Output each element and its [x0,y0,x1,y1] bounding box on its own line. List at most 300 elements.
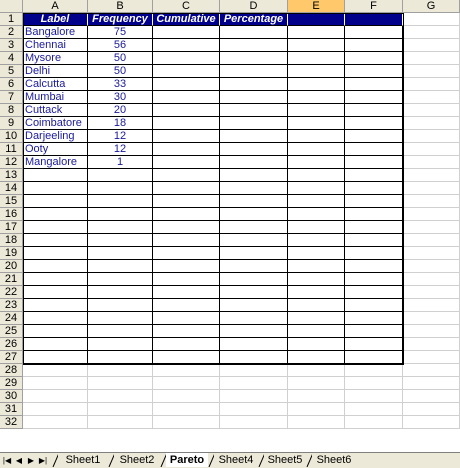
sheet-tab-sheet1[interactable]: Sheet1 [58,453,108,467]
cell[interactable] [403,52,460,65]
cell[interactable] [403,65,460,78]
cell[interactable] [153,117,220,130]
cell[interactable] [23,377,88,390]
cell[interactable] [153,403,220,416]
label-cell[interactable]: Coimbatore [23,117,88,130]
cell[interactable] [345,312,403,325]
cell[interactable] [220,364,288,377]
cell[interactable] [403,221,460,234]
cell[interactable] [345,338,403,351]
cell[interactable] [88,299,153,312]
row-header[interactable]: 6 [0,78,23,91]
cell[interactable] [220,260,288,273]
cell[interactable] [403,234,460,247]
first-sheet-button[interactable]: |◀ [2,456,12,465]
frequency-cell[interactable]: 1 [88,156,153,169]
cell[interactable] [153,390,220,403]
cell[interactable] [403,208,460,221]
column-header-b[interactable]: B [88,0,153,13]
cell[interactable] [220,403,288,416]
cell[interactable] [220,104,288,117]
row-header[interactable]: 1 [0,13,23,26]
cell[interactable] [88,325,153,338]
cell[interactable] [153,416,220,429]
column-header-g[interactable]: G [403,0,460,13]
sheet-row [0,91,460,104]
cell[interactable] [345,130,403,143]
row-header[interactable]: 25 [0,325,23,338]
cell[interactable] [220,234,288,247]
cell[interactable] [403,169,460,182]
row-header[interactable]: 29 [0,377,23,390]
cell[interactable] [153,208,220,221]
cell[interactable] [220,52,288,65]
cell[interactable] [345,26,403,39]
cell[interactable] [220,26,288,39]
cell[interactable] [345,208,403,221]
cell[interactable] [288,52,345,65]
cell[interactable] [220,312,288,325]
row-header[interactable]: 27 [0,351,23,364]
cell[interactable] [345,182,403,195]
cell[interactable] [153,221,220,234]
cell[interactable] [88,351,153,364]
cell[interactable] [153,286,220,299]
cell[interactable] [220,377,288,390]
cell[interactable] [345,416,403,429]
cell[interactable] [345,273,403,286]
cell[interactable] [288,208,345,221]
cell[interactable] [220,117,288,130]
cell[interactable] [220,208,288,221]
cell[interactable] [403,143,460,156]
sheet-row [0,260,460,273]
cell[interactable] [403,26,460,39]
cell[interactable] [345,156,403,169]
cell[interactable] [88,312,153,325]
cell[interactable] [23,247,88,260]
cell[interactable] [345,325,403,338]
cell[interactable] [23,364,88,377]
cell[interactable] [153,338,220,351]
column-header-c[interactable]: C [153,0,220,13]
cell[interactable] [220,195,288,208]
row-header[interactable]: 16 [0,208,23,221]
cell[interactable] [288,416,345,429]
frequency-cell[interactable]: 18 [88,117,153,130]
cell[interactable] [220,91,288,104]
tab-separator [160,453,166,467]
sheet-row [0,390,460,403]
sheet-tab-pareto[interactable]: Pareto [166,453,208,467]
cell[interactable] [345,403,403,416]
cell[interactable] [220,78,288,91]
cell[interactable] [403,260,460,273]
cell[interactable] [345,299,403,312]
cell[interactable] [345,195,403,208]
cell[interactable] [88,273,153,286]
cell[interactable] [288,91,345,104]
frequency-cell[interactable]: 33 [88,78,153,91]
sheet-tab-sheet2[interactable]: Sheet2 [114,453,160,467]
cell[interactable] [153,52,220,65]
sheet-row [0,325,460,338]
cell[interactable] [403,286,460,299]
cell[interactable] [288,104,345,117]
cell[interactable] [288,338,345,351]
column-header-e[interactable]: E [288,0,345,13]
cell[interactable] [403,195,460,208]
cell[interactable] [288,247,345,260]
cell[interactable] [220,416,288,429]
prev-sheet-button[interactable]: ◀ [15,456,23,465]
cell[interactable] [345,65,403,78]
label-cell[interactable]: Mangalore [23,156,88,169]
cell[interactable] [403,117,460,130]
cell[interactable] [403,91,460,104]
cell[interactable] [288,260,345,273]
sheet-row [0,169,460,182]
cell[interactable] [23,403,88,416]
header-cell[interactable]: Cumulative [153,13,220,26]
label-cell[interactable]: Delhi [23,65,88,78]
row-header[interactable]: 12 [0,156,23,169]
cell[interactable] [153,377,220,390]
row-header[interactable]: 23 [0,299,23,312]
tab-separator [208,453,214,467]
header-cell[interactable]: Percentage [220,13,288,26]
cell[interactable] [403,416,460,429]
cell[interactable] [153,65,220,78]
sheet-row [0,182,460,195]
header-cell[interactable]: Label [23,13,88,26]
frequency-cell[interactable]: 50 [88,65,153,78]
cell[interactable] [88,260,153,273]
cell[interactable] [23,390,88,403]
cell[interactable] [288,325,345,338]
cell[interactable] [220,247,288,260]
cell[interactable] [288,143,345,156]
cell[interactable] [403,364,460,377]
header-cell[interactable]: Frequency [88,13,153,26]
sheet-tab-sheet4[interactable]: Sheet4 [214,453,258,467]
sheet-row [0,312,460,325]
sheet-row [0,130,460,143]
cell[interactable] [220,390,288,403]
cell[interactable] [288,377,345,390]
cell[interactable] [153,78,220,91]
cell[interactable] [220,65,288,78]
row-header[interactable]: 3 [0,39,23,52]
row-header[interactable]: 9 [0,117,23,130]
cell[interactable] [403,273,460,286]
row-header[interactable]: 4 [0,52,23,65]
cell[interactable] [345,117,403,130]
cell[interactable] [220,39,288,52]
cell[interactable] [288,26,345,39]
cell[interactable] [403,325,460,338]
cell[interactable] [153,130,220,143]
cell[interactable] [88,390,153,403]
row-header[interactable]: 26 [0,338,23,351]
cell[interactable] [288,390,345,403]
cell[interactable] [403,156,460,169]
row-header[interactable]: 8 [0,104,23,117]
row-header[interactable]: 13 [0,169,23,182]
cell[interactable] [88,364,153,377]
cell[interactable] [23,273,88,286]
cell[interactable] [345,104,403,117]
row-header[interactable]: 31 [0,403,23,416]
cell[interactable] [153,156,220,169]
cell[interactable] [88,234,153,247]
cell[interactable] [220,273,288,286]
cell[interactable] [345,286,403,299]
cell[interactable] [345,91,403,104]
cell[interactable] [403,403,460,416]
cell[interactable] [153,364,220,377]
cell[interactable] [288,182,345,195]
cell[interactable] [345,260,403,273]
sheet-row [0,104,460,117]
row-header[interactable]: 7 [0,91,23,104]
frequency-cell[interactable]: 50 [88,52,153,65]
cell[interactable] [88,247,153,260]
cell[interactable] [403,13,460,26]
cell[interactable] [153,143,220,156]
row-header[interactable]: 17 [0,221,23,234]
cell[interactable] [403,390,460,403]
cell[interactable] [23,260,88,273]
cell[interactable] [220,169,288,182]
cell[interactable] [288,273,345,286]
cell[interactable] [345,234,403,247]
row-header[interactable]: 30 [0,390,23,403]
cell[interactable] [153,91,220,104]
cell[interactable] [220,130,288,143]
cell[interactable] [23,325,88,338]
cell[interactable] [220,338,288,351]
next-sheet-button[interactable]: ▶ [27,456,35,465]
cell[interactable] [403,351,460,364]
sheet-row [0,299,460,312]
sheet-row [0,13,460,26]
cell[interactable] [153,299,220,312]
cell[interactable] [345,247,403,260]
row-header[interactable]: 28 [0,364,23,377]
frequency-cell[interactable]: 56 [88,39,153,52]
cell[interactable] [153,182,220,195]
cell[interactable] [23,338,88,351]
cell[interactable] [403,299,460,312]
frequency-cell[interactable]: 20 [88,104,153,117]
cell[interactable] [88,286,153,299]
cell[interactable] [288,169,345,182]
cell[interactable] [288,39,345,52]
cell[interactable] [153,351,220,364]
sheet-row [0,39,460,52]
cell[interactable] [153,247,220,260]
sheet-row [0,117,460,130]
cell[interactable] [153,26,220,39]
cell[interactable] [288,286,345,299]
cell[interactable] [220,221,288,234]
cell[interactable] [345,221,403,234]
label-cell[interactable]: Mysore [23,52,88,65]
cell[interactable] [288,312,345,325]
tab-separator [306,453,312,467]
cell[interactable] [88,182,153,195]
cell[interactable] [88,403,153,416]
cell[interactable] [153,312,220,325]
frequency-cell[interactable]: 30 [88,91,153,104]
cell[interactable] [288,234,345,247]
cell[interactable] [288,156,345,169]
cell[interactable] [288,351,345,364]
row-header[interactable]: 10 [0,130,23,143]
cell[interactable] [288,78,345,91]
cell[interactable] [88,169,153,182]
row-header[interactable]: 2 [0,26,23,39]
header-cell[interactable] [345,13,403,26]
row-header[interactable]: 22 [0,286,23,299]
cell[interactable] [153,260,220,273]
cell[interactable] [403,312,460,325]
row-header[interactable]: 20 [0,260,23,273]
cell[interactable] [345,351,403,364]
cell[interactable] [288,65,345,78]
column-header-f[interactable]: F [345,0,403,13]
label-cell[interactable]: Mumbai [23,91,88,104]
cell[interactable] [153,195,220,208]
cell[interactable] [23,299,88,312]
sheet-row [0,78,460,91]
sheet-row [0,221,460,234]
sheet-tab-sheet5[interactable]: Sheet5 [264,453,306,467]
label-cell[interactable]: Calcutta [23,78,88,91]
header-cell[interactable] [288,13,345,26]
cell[interactable] [403,182,460,195]
cell[interactable] [288,403,345,416]
sheet-row [0,364,460,377]
cell[interactable] [220,325,288,338]
row-header[interactable]: 15 [0,195,23,208]
cell[interactable] [153,325,220,338]
cell[interactable] [88,338,153,351]
cell[interactable] [345,78,403,91]
last-sheet-button[interactable]: ▶| [38,456,48,465]
cell[interactable] [403,338,460,351]
label-cell[interactable]: Cuttack [23,104,88,117]
cell[interactable] [220,286,288,299]
label-cell[interactable]: Bangalore [23,26,88,39]
cell[interactable] [403,247,460,260]
cell[interactable] [345,52,403,65]
label-cell[interactable]: Chennai [23,39,88,52]
cell[interactable] [88,195,153,208]
cell[interactable] [288,195,345,208]
cell[interactable] [288,299,345,312]
cell[interactable] [403,78,460,91]
label-cell[interactable]: Ooty [23,143,88,156]
cell[interactable] [23,416,88,429]
cell[interactable] [345,169,403,182]
cell[interactable] [220,143,288,156]
sheet-row [0,416,460,429]
column-header-d[interactable]: D [220,0,288,13]
frequency-cell[interactable]: 12 [88,130,153,143]
select-all-corner[interactable] [0,0,23,13]
row-header[interactable]: 19 [0,247,23,260]
cell[interactable] [153,273,220,286]
row-header[interactable]: 14 [0,182,23,195]
cell[interactable] [288,117,345,130]
cell[interactable] [23,169,88,182]
cell[interactable] [403,377,460,390]
cell[interactable] [88,377,153,390]
cell[interactable] [153,104,220,117]
cell[interactable] [288,221,345,234]
cell[interactable] [23,286,88,299]
cell[interactable] [153,39,220,52]
cell[interactable] [403,39,460,52]
cell[interactable] [23,208,88,221]
cell[interactable] [23,182,88,195]
cell[interactable] [345,39,403,52]
row-header[interactable]: 18 [0,234,23,247]
cell[interactable] [403,130,460,143]
cell[interactable] [23,351,88,364]
cell[interactable] [88,416,153,429]
cell[interactable] [345,377,403,390]
sheet-row [0,65,460,78]
cell[interactable] [345,364,403,377]
cell[interactable] [403,104,460,117]
sheet-row [0,338,460,351]
cell[interactable] [220,299,288,312]
cell[interactable] [220,351,288,364]
cell[interactable] [345,390,403,403]
label-cell[interactable]: Darjeeling [23,130,88,143]
sheet-row [0,195,460,208]
row-header[interactable]: 11 [0,143,23,156]
row-header[interactable]: 24 [0,312,23,325]
cell[interactable] [23,221,88,234]
row-header[interactable]: 5 [0,65,23,78]
cell[interactable] [153,169,220,182]
cell[interactable] [23,195,88,208]
sheet-row [0,403,460,416]
cell[interactable] [88,208,153,221]
row-header[interactable]: 32 [0,416,23,429]
cell[interactable] [88,221,153,234]
cell[interactable] [220,156,288,169]
sheet-tab-sheet6[interactable]: Sheet6 [312,453,356,467]
cell[interactable] [153,234,220,247]
cell[interactable] [288,364,345,377]
cell[interactable] [23,312,88,325]
cell[interactable] [288,130,345,143]
cell[interactable] [23,234,88,247]
frequency-cell[interactable]: 75 [88,26,153,39]
cell[interactable] [345,143,403,156]
frequency-cell[interactable]: 12 [88,143,153,156]
cell[interactable] [220,182,288,195]
row-header[interactable]: 21 [0,273,23,286]
column-header-a[interactable]: A [23,0,88,13]
sheet-row [0,52,460,65]
sheet-tab-bar [0,452,460,468]
